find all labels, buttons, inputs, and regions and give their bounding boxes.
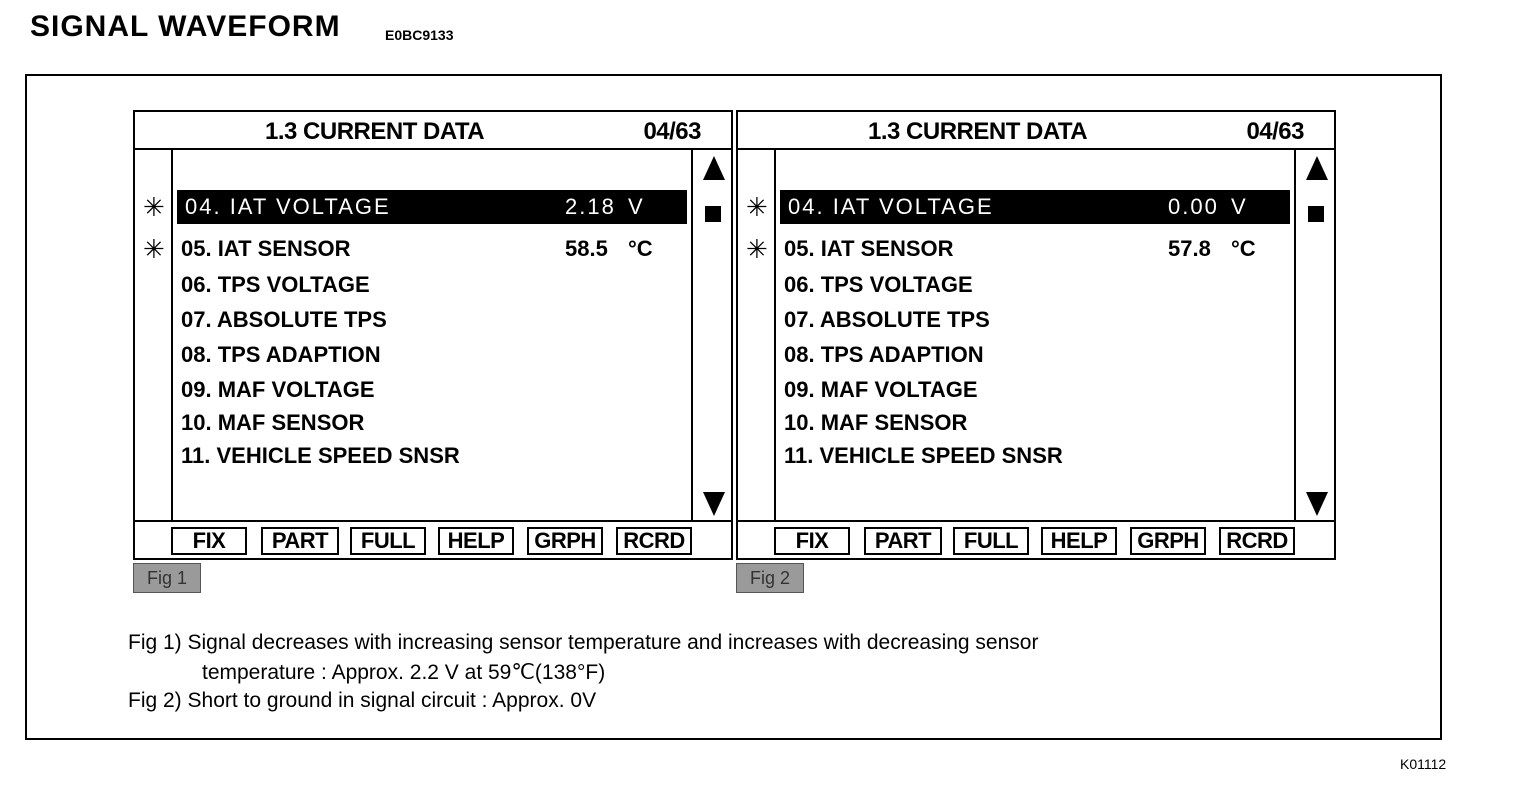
asterisk-icon: ✳: [746, 234, 768, 264]
list-item[interactable]: [177, 338, 687, 372]
page-counter: 04/63: [1246, 118, 1304, 145]
list-item[interactable]: [780, 232, 1290, 266]
asterisk-icon: ✳: [143, 234, 165, 264]
item-label: 05. IAT SENSOR: [181, 236, 351, 261]
item-label: 08. TPS ADAPTION: [784, 342, 984, 367]
fix-button[interactable]: FIX: [774, 527, 850, 555]
item-label: 06. TPS VOLTAGE: [181, 272, 370, 297]
list-item-selected[interactable]: [177, 190, 687, 224]
item-label: 09. MAF VOLTAGE: [181, 377, 375, 402]
record-button[interactable]: RCRD: [616, 527, 692, 555]
list-item[interactable]: [780, 406, 1290, 440]
record-button[interactable]: RCRD: [1219, 527, 1295, 555]
list-item[interactable]: [177, 406, 687, 440]
data-list: [776, 150, 1294, 520]
graph-button[interactable]: GRPH: [527, 527, 603, 555]
list-item[interactable]: [177, 268, 687, 302]
item-label: 09. MAF VOLTAGE: [784, 377, 978, 402]
full-button[interactable]: FULL: [350, 527, 426, 555]
item-unit: V: [628, 194, 645, 219]
part-button[interactable]: PART: [864, 527, 942, 555]
scroll-down-icon[interactable]: [703, 492, 725, 516]
list-item[interactable]: [780, 439, 1290, 473]
page-counter: 04/63: [643, 118, 701, 145]
full-button[interactable]: FULL: [953, 527, 1029, 555]
asterisk-icon: ✳: [143, 192, 165, 222]
scroll-up-icon[interactable]: [703, 156, 725, 180]
item-label: 05. IAT SENSOR: [784, 236, 954, 261]
scrollbar[interactable]: [1294, 150, 1334, 520]
note-line: temperature : Approx. 2.2 V at 59℃(138°F): [202, 661, 606, 684]
fix-button[interactable]: FIX: [171, 527, 247, 555]
panel-title: 1.3 CURRENT DATA: [868, 118, 1088, 145]
item-label: 06. TPS VOLTAGE: [784, 272, 973, 297]
data-list: [173, 150, 691, 520]
note-line: Fig 2) Short to ground in signal circuit : Approx. 0V: [128, 689, 597, 712]
marker-gutter: [135, 150, 173, 520]
marker-gutter: [738, 150, 776, 520]
list-item[interactable]: [177, 232, 687, 266]
button-bar: [135, 520, 731, 558]
item-label: 04. IAT VOLTAGE: [788, 194, 994, 219]
help-button[interactable]: HELP: [438, 527, 514, 555]
panel-header: [738, 112, 1334, 150]
item-label: 11. VEHICLE SPEED SNSR: [181, 443, 460, 468]
help-button[interactable]: HELP: [1041, 527, 1117, 555]
item-value: 57.8: [1168, 236, 1211, 261]
list-item[interactable]: [780, 268, 1290, 302]
panel-header: [135, 112, 731, 150]
item-label: 10. MAF SENSOR: [784, 410, 968, 435]
item-unit: °C: [628, 236, 653, 261]
scan-panel-fig1: [133, 110, 733, 560]
item-unit: °C: [1231, 236, 1256, 261]
list-item[interactable]: [780, 303, 1290, 337]
note-line: Fig 1) Signal decreases with increasing sensor temperature and increases with decreasing sensor: [128, 631, 1039, 654]
item-label: 07. ABSOLUTE TPS: [784, 307, 990, 332]
figure-label: Fig 2: [736, 563, 804, 593]
graph-button[interactable]: GRPH: [1130, 527, 1206, 555]
item-value: 2.18: [565, 194, 616, 219]
item-label: 10. MAF SENSOR: [181, 410, 365, 435]
doc-code: E0BC9133: [385, 27, 454, 43]
scroll-thumb[interactable]: [705, 206, 721, 222]
reference-code: K01112: [1400, 756, 1447, 772]
scroll-up-icon[interactable]: [1306, 156, 1328, 180]
scrollbar[interactable]: [691, 150, 731, 520]
scroll-down-icon[interactable]: [1306, 492, 1328, 516]
list-item[interactable]: [780, 338, 1290, 372]
part-button[interactable]: PART: [261, 527, 339, 555]
item-label: 07. ABSOLUTE TPS: [181, 307, 387, 332]
item-label: 11. VEHICLE SPEED SNSR: [784, 443, 1063, 468]
item-label: 08. TPS ADAPTION: [181, 342, 381, 367]
figure-label: Fig 1: [133, 563, 201, 593]
button-bar: [738, 520, 1334, 558]
scroll-thumb[interactable]: [1308, 206, 1324, 222]
list-item[interactable]: [177, 373, 687, 407]
list-item[interactable]: [177, 303, 687, 337]
item-value: 58.5: [565, 236, 608, 261]
asterisk-icon: ✳: [746, 192, 768, 222]
list-item[interactable]: [780, 373, 1290, 407]
page-title: SIGNAL WAVEFORM: [30, 10, 341, 43]
panel-title: 1.3 CURRENT DATA: [265, 118, 485, 145]
scan-panel-fig2: [736, 110, 1336, 560]
list-item[interactable]: [177, 439, 687, 473]
item-unit: V: [1231, 194, 1248, 219]
item-value: 0.00: [1168, 194, 1219, 219]
list-item-selected[interactable]: [780, 190, 1290, 224]
item-label: 04. IAT VOLTAGE: [185, 194, 391, 219]
